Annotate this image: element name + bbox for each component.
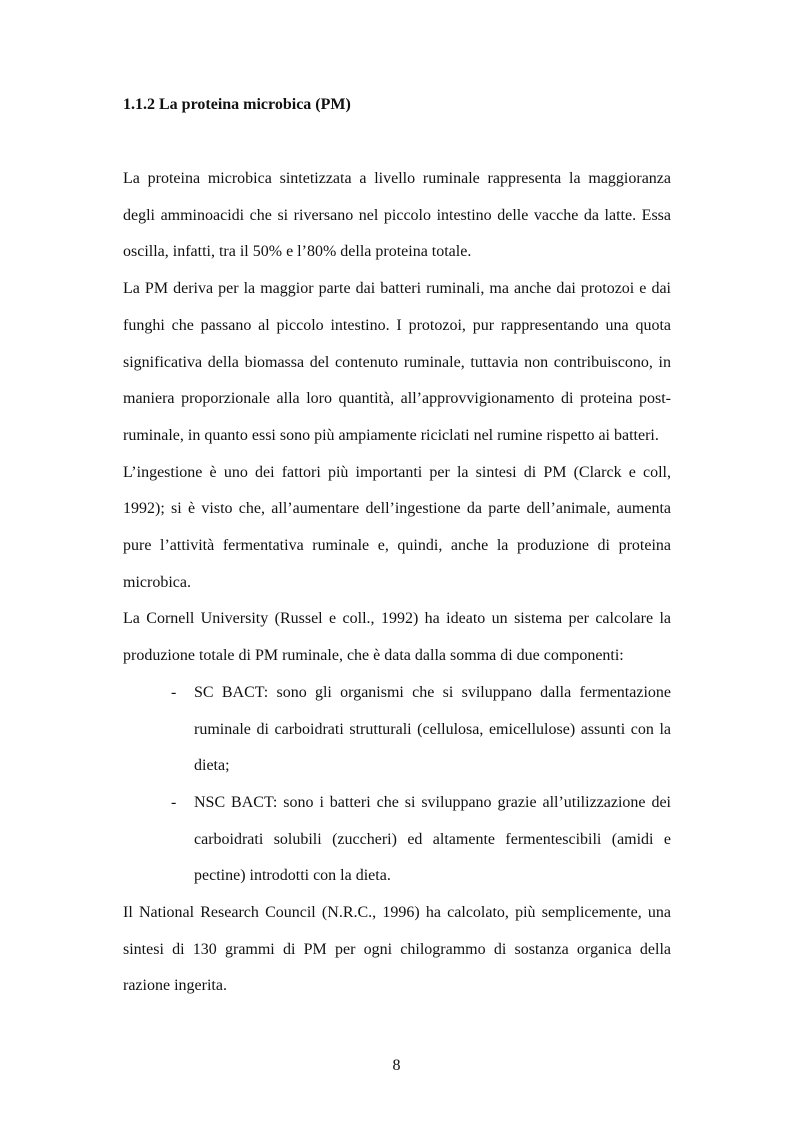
paragraph: L’ingestione è uno dei fattori più importanti per la sintesi di PM (Clarck e coll, 1992); si è visto che, all’aumentare dell’ingestione da parte dell’animale, aumenta pure l’attività fermentativa ruminale e, quindi, anche la produzione di proteina microbica. — [123, 463, 671, 591]
list-item — [123, 675, 671, 785]
paragraph: La PM deriva per la maggior parte dai batteri ruminali, ma anche dai protozoi e dai funghi che passano al piccolo intestino. I protozoi, pur rappresentando una quota significativa della biomassa del contenuto ruminale, tuttavia non contribuiscono, in maniera proporzionale alla loro quantità, all’approvvigionamento di proteina post-ruminale, in quanto essi sono più ampiamente riciclati nel rumine rispetto ai batteri. — [123, 280, 671, 444]
page-number: 8 — [392, 1057, 401, 1074]
list-item — [123, 785, 671, 895]
list-item-text: NSC BACT: sono i batteri che si sviluppano grazie all’utilizzazione dei carboidrati solubili (zuccheri) ed altamente fermentescibili (amidi e pectine) introdotti con la dieta. — [194, 793, 671, 885]
body-text — [123, 161, 671, 1005]
paragraph: La Cornell University (Russel e coll., 1992) ha ideato un sistema per calcolare la produzione totale di PM ruminale, che è data dalla somma di due componenti: — [123, 610, 671, 665]
section-heading: 1.1.2 La proteina microbica (PM) — [123, 96, 351, 113]
list-dash: - — [171, 683, 177, 701]
paragraph: La proteina microbica sintetizzata a livello ruminale rappresenta la maggioranza degli amminoacidi che si riversano nel piccolo intestino delle vacche da latte. Essa oscilla, infatti, tra il 50% e l’80% della proteina totale. — [123, 170, 671, 261]
list-dash: - — [171, 793, 177, 811]
component-list — [123, 675, 671, 895]
list-item-text: SC BACT: sono gli organismi che si sviluppano dalla fermentazione ruminale di carboidrati strutturali (cellulosa, emicellulose) assunti con la dieta; — [194, 683, 671, 775]
paragraph: Il National Research Council (N.R.C., 1996) ha calcolato, più semplicemente, una sintesi di 130 grammi di PM per ogni chilogrammo di sostanza organica della razione ingerita. — [123, 904, 671, 995]
